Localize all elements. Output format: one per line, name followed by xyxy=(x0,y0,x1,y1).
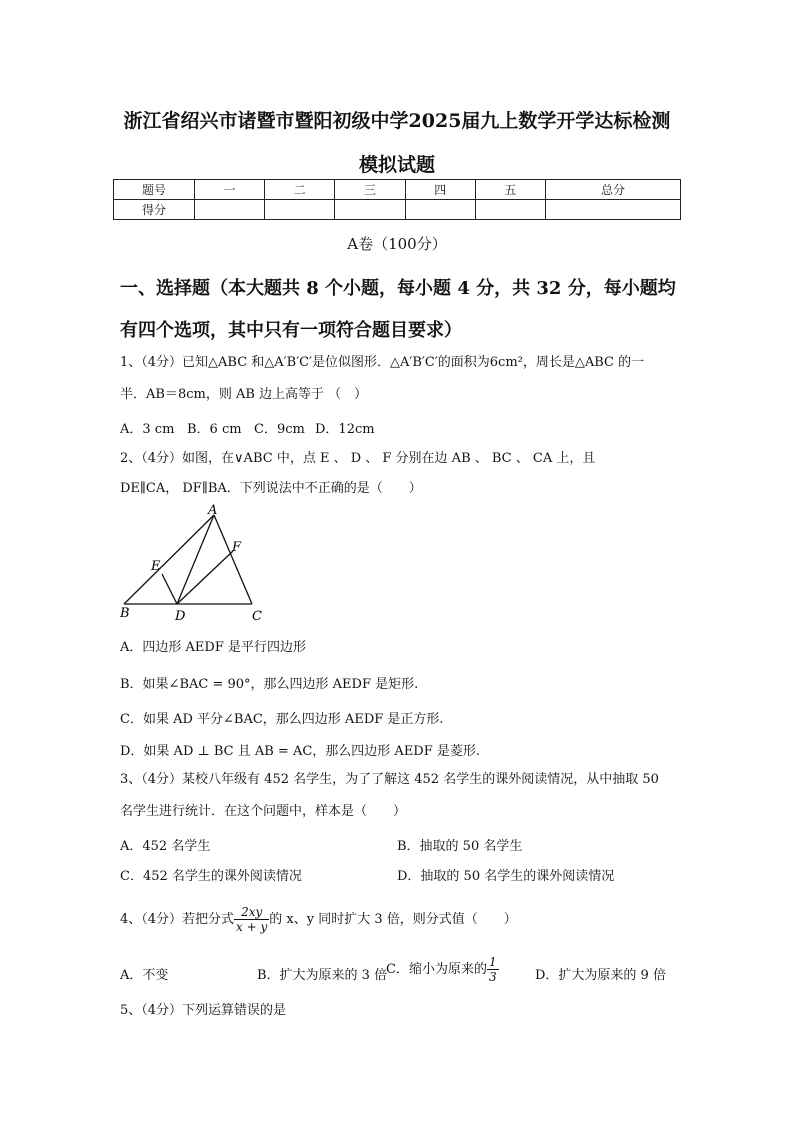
q4-option-c-denominator: 3 xyxy=(488,970,497,984)
q4-prefix: 4、（4分）若把分式 xyxy=(120,912,235,927)
q4-fraction xyxy=(234,905,269,934)
segment-ad xyxy=(177,515,214,604)
q4-option-b: B．扩大为原来的 3 倍 xyxy=(257,968,388,983)
q4-option-d: D．扩大为原来的 9 倍 xyxy=(535,968,666,983)
figure-label-c: C xyxy=(252,609,262,624)
segment-ab xyxy=(124,515,214,604)
q2-option-a: A．四边形 AEDF 是平行四边形 xyxy=(120,640,306,655)
segment-df xyxy=(177,551,233,604)
q3-stem-line1: 3、（4分）某校八年级有 452 名学生，为了了解这 452 名学生的课外阅读情况，从中抽取 50 xyxy=(120,772,659,787)
q2-option-d: D．如果 AD ⊥ BC 且 AB = AC，那么四边形 AEDF 是菱形. xyxy=(120,744,481,759)
figure-label-e: E xyxy=(151,559,161,574)
q3-stem-line2: 名学生进行统计．在这个问题中，样本是（ ） xyxy=(120,804,407,819)
score-table-header-row xyxy=(114,180,681,200)
q4-option-c-fraction xyxy=(487,955,499,984)
score-input-cell[interactable] xyxy=(475,200,545,220)
score-header-cell: 四 xyxy=(405,180,475,200)
score-header-cell: 题号 xyxy=(114,180,195,200)
q4-option-c-text: C．缩小为原来的 xyxy=(386,962,487,977)
score-input-cell[interactable] xyxy=(546,200,681,220)
q3-option-c: C．452 名学生的课外阅读情况 xyxy=(120,869,302,884)
q1-option-b: B．6 cm xyxy=(187,422,242,437)
score-header-cell: 一 xyxy=(195,180,265,200)
q4-suffix: 的 x、y 同时扩大 3 倍，则分式值（ ） xyxy=(269,912,517,927)
score-table-score-row xyxy=(114,200,681,220)
q3-option-d: D．抽取的 50 名学生的课外阅读情况 xyxy=(397,869,615,884)
score-header-cell: 三 xyxy=(335,180,405,200)
q4-option-a: A．不变 xyxy=(120,968,169,983)
q3-option-b: B．抽取的 50 名学生 xyxy=(397,839,523,854)
q2-stem-line1: 2、（4分）如图，在∨ABC 中，点 E 、 D 、 F 分别在边 AB 、 BC 、 CA 上，且 xyxy=(120,451,596,466)
score-table xyxy=(113,179,681,220)
q1-option-a: A．3 cm xyxy=(120,422,175,437)
score-header-cell: 二 xyxy=(265,180,335,200)
figure-label-a: A xyxy=(208,503,218,518)
q4-fraction-denominator: x + y xyxy=(236,920,268,934)
q2-stem-line2: DE∥CA， DF∥BA．下列说法中不正确的是（ ） xyxy=(120,481,422,496)
q4-option-c-numerator: 1 xyxy=(488,955,497,969)
q4-stem xyxy=(120,902,517,938)
q1-stem-line2: 半．AB＝8cm，则 AB 边上高等于 （ ） xyxy=(120,387,368,402)
score-row-label: 得分 xyxy=(114,200,195,220)
part1-heading-line2: 有四个选项，其中只有一项符合题目要求） xyxy=(120,320,462,341)
score-input-cell[interactable] xyxy=(195,200,265,220)
figure-label-d: D xyxy=(175,609,186,624)
figure-label-f: F xyxy=(232,540,242,555)
q4-option-c xyxy=(386,952,499,988)
score-header-cell: 总分 xyxy=(546,180,681,200)
score-header-cell: 五 xyxy=(475,180,545,200)
section-a-heading: A卷（100分） xyxy=(347,235,447,253)
q2-option-b: B．如果∠BAC = 90°，那么四边形 AEDF 是矩形. xyxy=(120,677,419,692)
score-input-cell[interactable] xyxy=(335,200,405,220)
segment-ac xyxy=(214,515,252,604)
exam-title-line1: 浙江省绍兴市诸暨市暨阳初级中学2025届九上数学开学达标检测 xyxy=(123,110,671,132)
triangle-figure xyxy=(112,503,272,625)
q1-stem-line1: 1、（4分）已知△ABC 和△A′B′C′是位似图形．△A′B′C′的面积为6cm²，周长是△ABC 的一 xyxy=(120,355,645,370)
score-input-cell[interactable] xyxy=(405,200,475,220)
score-input-cell[interactable] xyxy=(265,200,335,220)
exam-title-line2: 模拟试题 xyxy=(358,154,435,176)
figure-label-b: B xyxy=(120,606,130,621)
q1-option-c: C．9cm xyxy=(254,422,305,437)
q2-option-c: C．如果 AD 平分∠BAC，那么四边形 AEDF 是正方形. xyxy=(120,712,444,727)
q5-stem-line1: 5、（4分）下列运算错误的是 xyxy=(120,1003,287,1018)
q3-option-a: A．452 名学生 xyxy=(120,839,211,854)
segment-ed xyxy=(162,574,177,604)
part1-heading-line1: 一、选择题（本大题共 8 个小题，每小题 4 分，共 32 分，每小题均 xyxy=(120,278,676,299)
q4-fraction-numerator: 2xy xyxy=(234,905,269,920)
q1-option-d: D．12cm xyxy=(315,422,375,437)
